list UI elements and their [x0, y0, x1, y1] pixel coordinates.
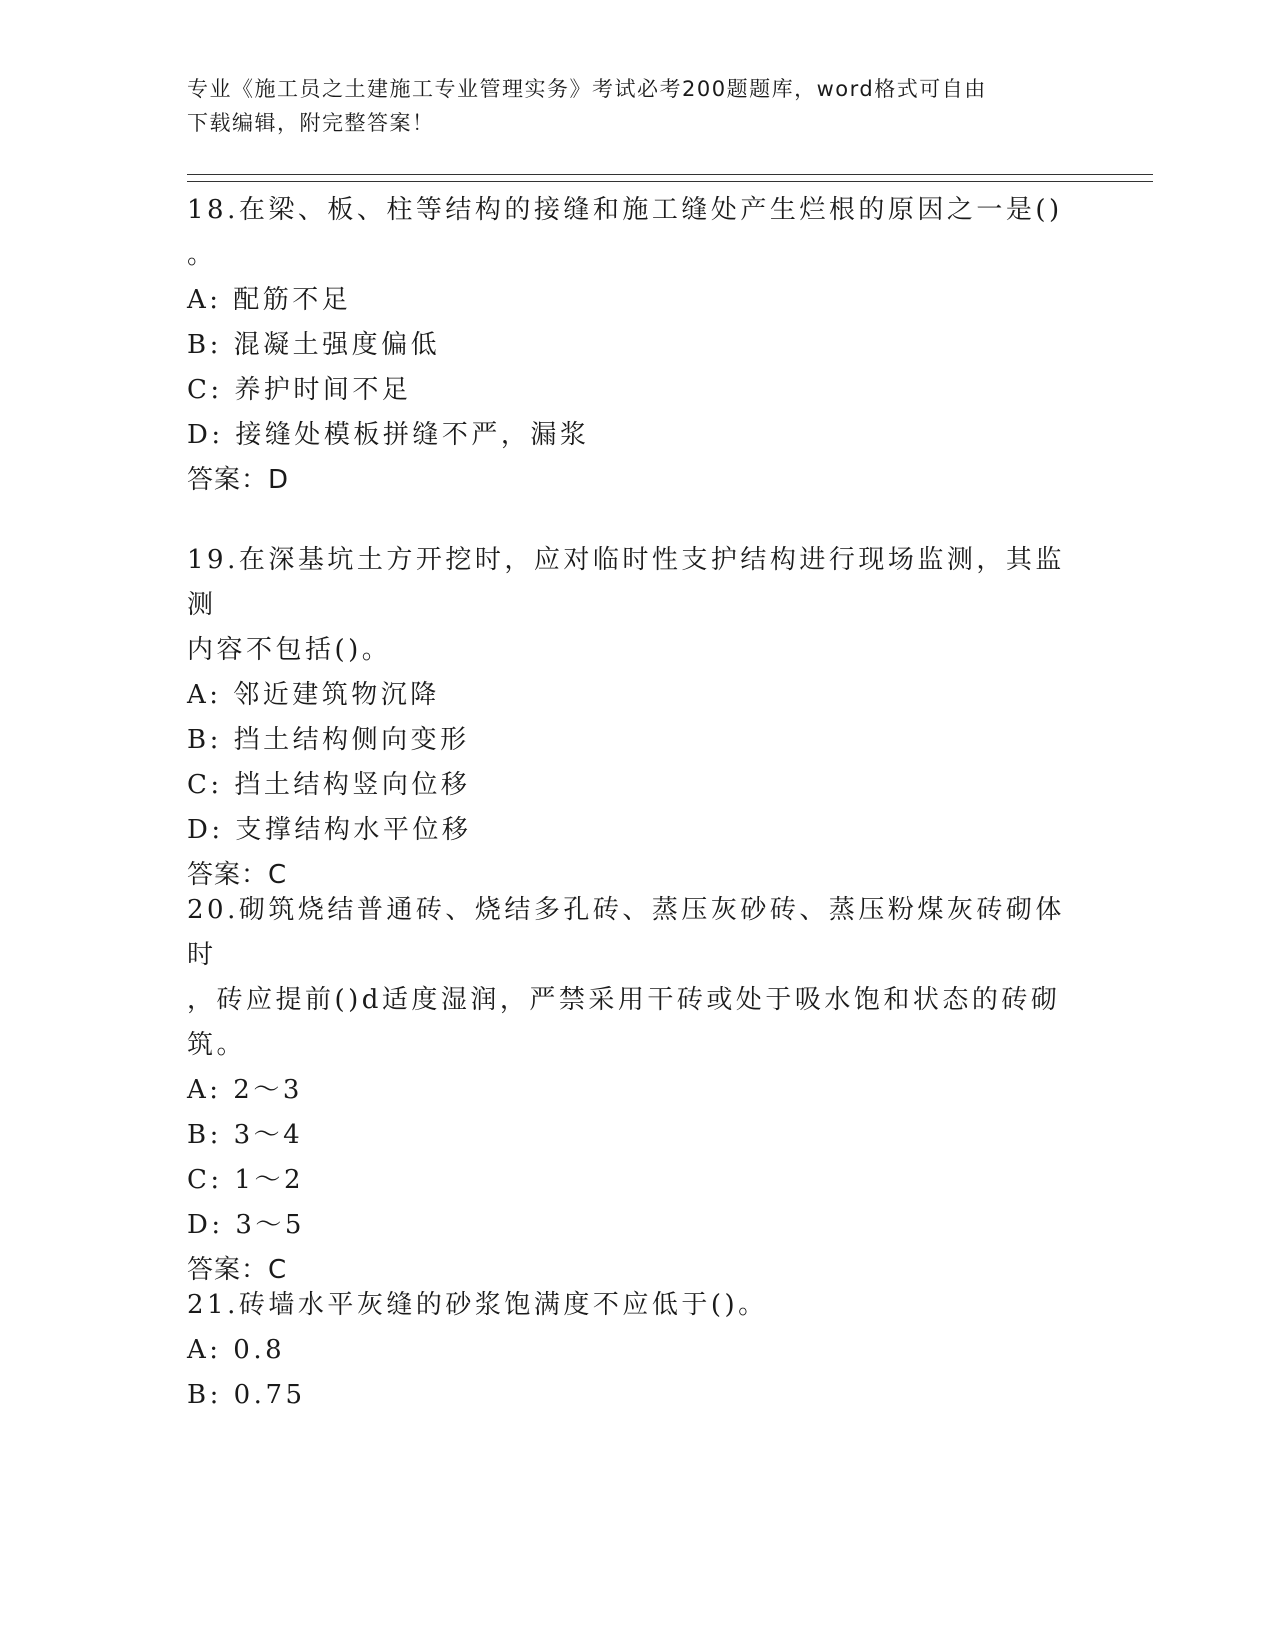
question-stem — [187, 538, 1087, 673]
stem-line: 。 — [187, 240, 217, 270]
answer: 答案：D — [187, 465, 290, 495]
stem-line: 21.砖墙水平灰缝的砂浆饱满度不应低于()。 — [187, 1290, 768, 1320]
stem-line: 筑。 — [187, 1030, 247, 1060]
question-18 — [187, 188, 1087, 503]
stem-line: 内容不包括()。 — [187, 635, 392, 665]
option-c: C: 养护时间不足 — [187, 375, 412, 405]
stem-line: 20.砌筑烧结普通砖、烧结多孔砖、蒸压灰砂砖、蒸压粉煤灰砖砌体时 — [187, 895, 1065, 970]
question-21 — [187, 1283, 1087, 1418]
question-stem — [187, 1283, 1087, 1328]
option-a: A: 0.8 — [187, 1335, 286, 1365]
answer: 答案：C — [187, 860, 288, 890]
stem-line: 19.在深基坑土方开挖时，应对临时性支护结构进行现场监测，其监测 — [187, 545, 1065, 620]
option-a: A: 配筋不足 — [187, 285, 352, 315]
option-b: B: 3～4 — [187, 1120, 304, 1150]
option-d: D: 接缝处模板拼缝不严，漏浆 — [187, 420, 590, 450]
option-b: B: 混凝土强度偏低 — [187, 330, 441, 360]
option-c: C: 挡土结构竖向位移 — [187, 770, 471, 800]
header-line-2: 下载编辑，附完整答案！ — [187, 111, 435, 135]
option-a: A: 邻近建筑物沉降 — [187, 680, 440, 710]
answer: 答案：C — [187, 1255, 288, 1285]
header-line-1: 专业《施工员之土建施工专业管理实务》考试必考200题题库，word格式可自由 — [187, 77, 987, 101]
stem-line: 18.在梁、板、柱等结构的接缝和施工缝处产生烂根的原因之一是() — [187, 195, 1063, 225]
stem-line: ，砖应提前()d适度湿润，严禁采用干砖或处于吸水饱和状态的砖砌 — [187, 985, 1061, 1015]
header-divider-top — [187, 174, 1153, 175]
option-b: B: 0.75 — [187, 1380, 306, 1410]
question-20 — [187, 888, 1087, 1293]
option-a: A: 2～3 — [187, 1075, 303, 1105]
option-d: D: 3～5 — [187, 1210, 305, 1240]
option-d: D: 支撑结构水平位移 — [187, 815, 472, 845]
option-c: C: 1～2 — [187, 1165, 305, 1195]
question-stem — [187, 888, 1087, 1068]
document-header — [187, 72, 1077, 140]
option-b: B: 挡土结构侧向变形 — [187, 725, 470, 755]
header-divider-bottom — [187, 181, 1153, 182]
question-19 — [187, 538, 1087, 898]
question-stem — [187, 188, 1087, 278]
